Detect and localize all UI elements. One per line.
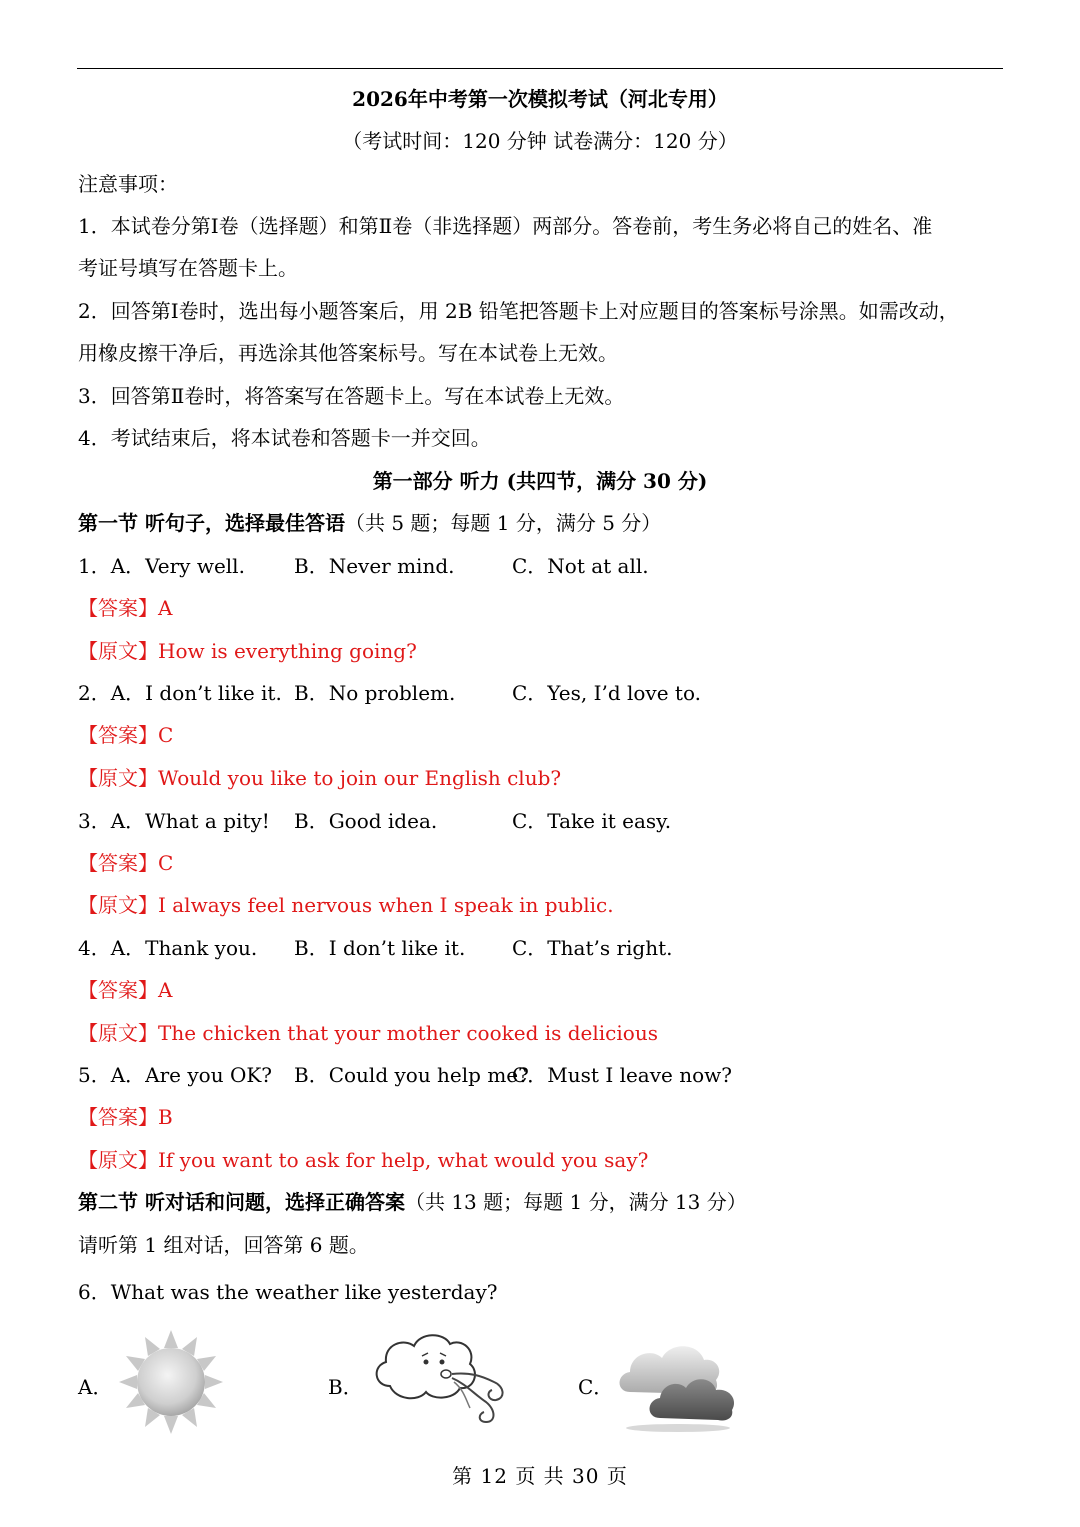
option-b: B．Good idea. bbox=[294, 809, 438, 833]
question-options bbox=[78, 1061, 778, 1089]
notice-item: 4．考试结束后，将本试卷和答题卡一并交回。 bbox=[78, 426, 491, 450]
option-c: C．Must I leave now? bbox=[512, 1063, 732, 1087]
option-b: B．Could you help me? bbox=[294, 1063, 529, 1087]
option-a: 5．A．Are you OK? bbox=[78, 1063, 273, 1087]
image-option-label-b: B． bbox=[328, 1375, 363, 1399]
answer: 【答案】B bbox=[78, 1105, 173, 1129]
part-title: 第一部分 听力 (共四节，满分 30 分) bbox=[372, 469, 708, 493]
section-title-detail: （共 5 题；每题 1 分，满分 5 分） bbox=[344, 511, 662, 535]
transcript: 【原文】The chicken that your mother cooked is delicious bbox=[78, 1021, 658, 1045]
windy-icon bbox=[370, 1328, 522, 1432]
section-title bbox=[78, 509, 661, 537]
notice-heading: 注意事项： bbox=[78, 172, 178, 196]
notice-item: 用橡皮擦干净后，再选涂其他答案标号。写在本试卷上无效。 bbox=[78, 341, 618, 365]
cloudy-icon bbox=[616, 1334, 746, 1434]
option-b: B．I don’t like it. bbox=[294, 936, 466, 960]
instruction: 请听第 1 组对话，回答第 6 题。 bbox=[78, 1233, 369, 1257]
question-options bbox=[78, 934, 778, 962]
transcript: 【原文】How is everything going? bbox=[78, 639, 417, 663]
option-c: C．Not at all. bbox=[512, 554, 649, 578]
notice-item: 考证号填写在答题卡上。 bbox=[78, 256, 298, 280]
transcript: 【原文】If you want to ask for help, what would you say? bbox=[78, 1148, 649, 1172]
option-b: B．Never mind. bbox=[294, 554, 455, 578]
page-title: 2026年中考第一次模拟考试（河北专用） bbox=[352, 87, 728, 111]
answer: 【答案】C bbox=[78, 851, 174, 875]
notice-item: 1．本试卷分第Ⅰ卷（选择题）和第Ⅱ卷（非选择题）两部分。答卷前，考生务必将自己的姓名、准 bbox=[78, 214, 933, 238]
notice-item: 3．回答第Ⅱ卷时，将答案写在答题卡上。写在本试卷上无效。 bbox=[78, 384, 625, 408]
question-options bbox=[78, 679, 778, 707]
top-rule bbox=[77, 68, 1003, 69]
answer: 【答案】C bbox=[78, 723, 174, 747]
option-a: 4．A．Thank you. bbox=[78, 936, 258, 960]
question-options bbox=[78, 807, 778, 835]
section-title-detail: （共 13 题；每题 1 分，满分 13 分） bbox=[404, 1190, 747, 1214]
answer: 【答案】A bbox=[78, 978, 173, 1002]
page-footer: 第 12 页 共 30 页 bbox=[452, 1464, 628, 1488]
image-option-label-c: C． bbox=[578, 1375, 614, 1399]
option-c: C．That’s right. bbox=[512, 936, 673, 960]
option-c: C．Yes, I’d love to. bbox=[512, 681, 702, 705]
option-a: 3．A．What a pity! bbox=[78, 809, 270, 833]
section-title bbox=[78, 1188, 747, 1216]
question-6: 6．What was the weather like yesterday? bbox=[78, 1280, 498, 1304]
sunny-icon bbox=[116, 1328, 226, 1436]
section-title-main: 第二节 听对话和问题，选择正确答案 bbox=[78, 1190, 405, 1214]
transcript: 【原文】Would you like to join our English club? bbox=[78, 766, 562, 790]
section-title-main: 第一节 听句子，选择最佳答语 bbox=[78, 511, 345, 535]
option-c: C．Take it easy. bbox=[512, 809, 672, 833]
image-option-label-a: A． bbox=[78, 1375, 113, 1399]
question-options bbox=[78, 552, 778, 580]
answer: 【答案】A bbox=[78, 596, 173, 620]
notice-item: 2．回答第Ⅰ卷时，选出每小题答案后，用 2B 铅笔把答题卡上对应题目的答案标号涂黑。如需改动， bbox=[78, 299, 959, 323]
option-a: 1．A．Very well. bbox=[78, 554, 245, 578]
option-b: B．No problem. bbox=[294, 681, 456, 705]
exam-info: （考试时间：120 分钟 试卷满分：120 分） bbox=[342, 129, 738, 153]
transcript: 【原文】I always feel nervous when I speak in public. bbox=[78, 893, 614, 917]
option-a: 2．A．I don’t like it. bbox=[78, 681, 282, 705]
